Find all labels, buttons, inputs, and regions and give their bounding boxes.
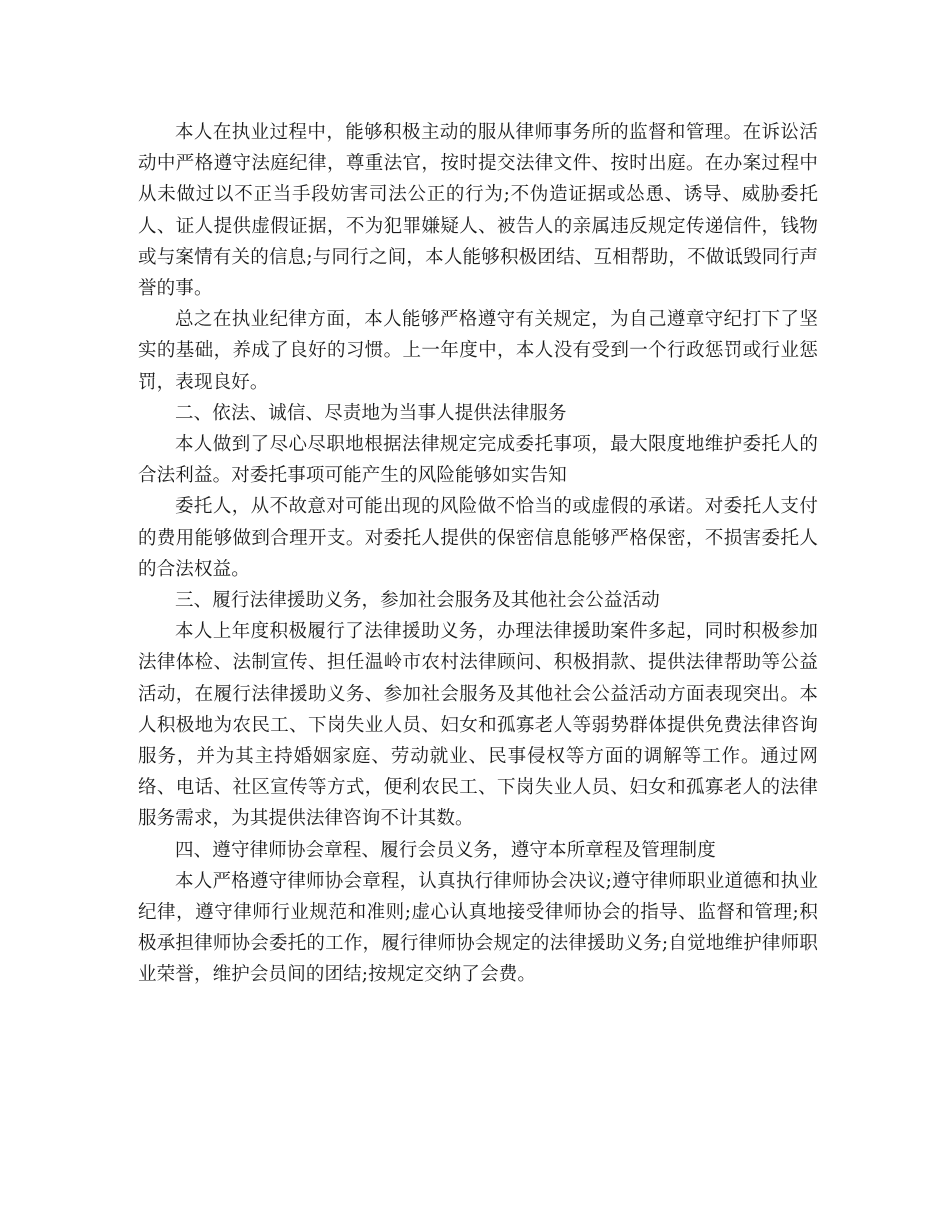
document-body	[138, 117, 818, 991]
paragraph-legal-aid: 本人上年度积极履行了法律援助义务，办理法律援助案件多起，同时积极参加法律体检、法制宣传、担任温岭市农村法律顾问、积极捐款、提供法律帮助等公益活动，在履行法律援助义务、参加社会服务及其他社会公益活动方面表现突出。本人积极地为农民工、下岗失业人员、妇女和孤寡老人等弱势群体提供免费法律咨询服务，并为其主持婚姻家庭、劳动就业、民事侵权等方面的调解等工作。通过网络、电话、社区宣传等方式，便利农民工、下岗失业人员、妇女和孤寡老人的法律服务需求，为其提供法律咨询不计其数。	[138, 621, 818, 830]
heading-section-4: 四、遵守律师协会章程、履行会员义务，遵守本所章程及管理制度	[175, 839, 716, 861]
heading-section-3: 三、履行法律援助义务，参加社会服务及其他社会公益活动	[175, 590, 660, 612]
paragraph-client-service: 本人做到了尽心尽职地根据法律规定完成委托事项，最大限度地维护委托人的合法利益。对委托事项可能产生的风险能够如实告知	[138, 434, 818, 487]
paragraph-discipline: 本人在执业过程中，能够积极主动的服从律师事务所的监督和管理。在诉讼活动中严格遵守法庭纪律，尊重法官，按时提交法律文件、按时出庭。在办案过程中从未做过以不正当手段妨害司法公正的行为;不伪造证据或怂恿、诱导、威胁委托人、证人提供虚假证据，不为犯罪嫌疑人、被告人的亲属违反规定传递信件，钱物或与案情有关的信息;与同行之间，本人能够积极团结、互相帮助，不做诋毁同行声誉的事。	[138, 122, 818, 300]
paragraph-client-service-cont: 委托人，从不故意对可能出现的风险做不恰当的或虚假的承诺。对委托人支付的费用能够做到合理开支。对委托人提供的保密信息能够严格保密，不损害委托人的合法权益。	[138, 496, 818, 580]
heading-section-2: 二、依法、诚信、尽责地为当事人提供法律服务	[175, 402, 567, 424]
paragraph-summary: 总之在执业纪律方面，本人能够严格遵守有关规定，为自己遵章守纪打下了坚实的基础，养成了良好的习惯。上一年度中，本人没有受到一个行政惩罚或行业惩罚，表现良好。	[138, 309, 818, 393]
paragraph-association: 本人严格遵守律师协会章程，认真执行律师协会决议;遵守律师职业道德和执业纪律，遵守律师行业规范和准则;虚心认真地接受律师协会的指导、监督和管理;积极承担律师协会委托的工作，履行律师协会规定的法律援助义务;自觉地维护律师职业荣誉，维护会员间的团结;按规定交纳了会费。	[138, 870, 818, 986]
